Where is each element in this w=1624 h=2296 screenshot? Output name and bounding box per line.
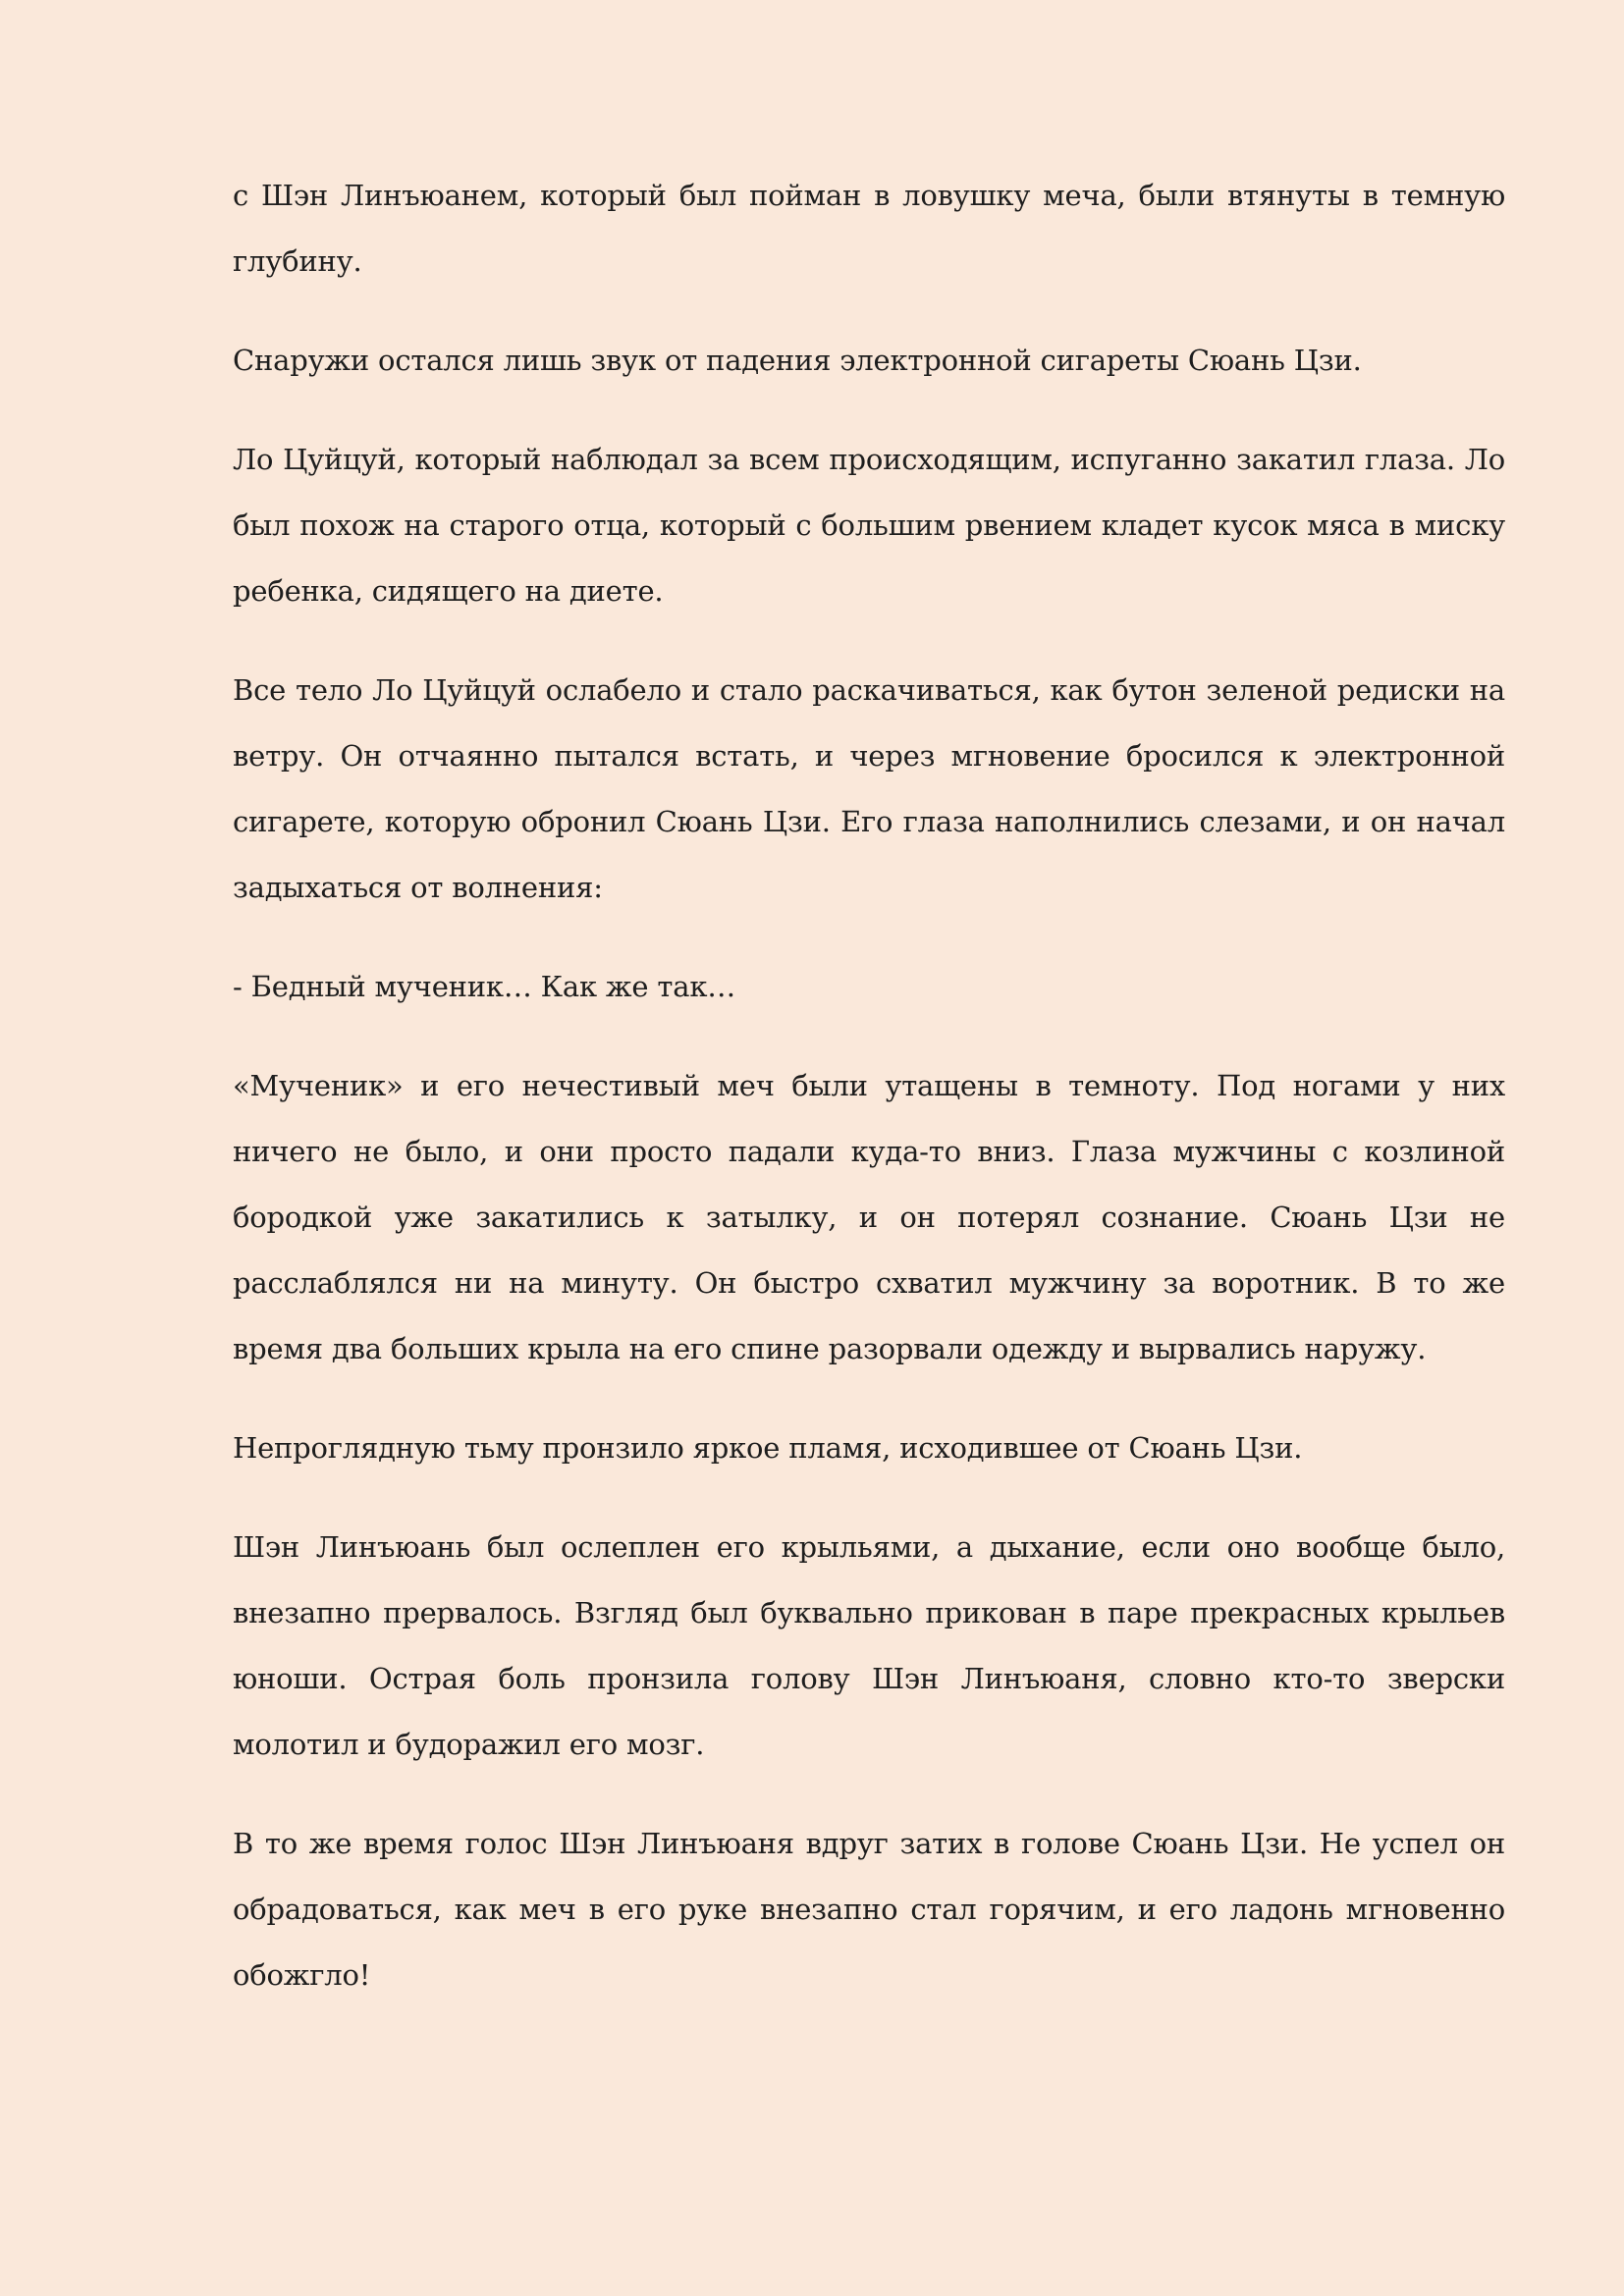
paragraph-5-dialogue: - Бедный мученик… Как же так… <box>233 970 736 1003</box>
paragraph-3: Ло Цуйцуй, который наблюдал за всем происходящим, испуганно закатил глаза. Ло был похож на старого отца, который с большим рвением кладет кусок мяса в миску ребенка, сидящего на диете. <box>233 443 1505 608</box>
paragraph-8: Шэн Линъюань был ослеплен его крыльями, а дыхание, если оно вообще было, внезапно прервалось. Взгляд был буквально прикован в паре прекрасных крыльев юноши. Острая боль пронзила голову Шэн Линъюаня, словно кто-то зверски молотил и будоражил его мозг. <box>233 1530 1505 1761</box>
paragraph-9: В то же время голос Шэн Линъюаня вдруг затих в голове Сюань Цзи. Не успел он обрадоваться, как меч в его руке внезапно стал горячим, и его ладонь мгновенно обожгло! <box>233 1827 1505 1992</box>
document-page <box>233 163 1505 2042</box>
paragraph-1: с Шэн Линъюанем, который был пойман в ловушку меча, были втянуты в темную глубину. <box>233 179 1505 278</box>
paragraph-6: «Мученик» и его нечестивый меч были утащены в темноту. Под ногами у них ничего не было, и они просто падали куда-то вниз. Глаза мужчины с козлиной бородкой уже закатились к затылку, и он потерял сознание. Сюань Цзи не расслаблялся ни на минуту. Он быстро схватил мужчину за воротник. В то же время два больших крыла на его спине разорвали одежду и вырвались наружу. <box>233 1069 1505 1365</box>
paragraph-7: Непроглядную тьму пронзило яркое пламя, исходившее от Сюань Цзи. <box>233 1431 1303 1465</box>
paragraph-4: Все тело Ло Цуйцуй ослабело и стало раскачиваться, как бутон зеленой редиски на ветру. Он отчаянно пытался встать, и через мгновение бросился к электронной сигарете, которую обронил Сюань Цзи. Его глаза наполнились слезами, и он начал задыхаться от волнения: <box>233 673 1505 904</box>
paragraph-2: Снаружи остался лишь звук от падения электронной сигареты Сюань Цзи. <box>233 344 1362 377</box>
